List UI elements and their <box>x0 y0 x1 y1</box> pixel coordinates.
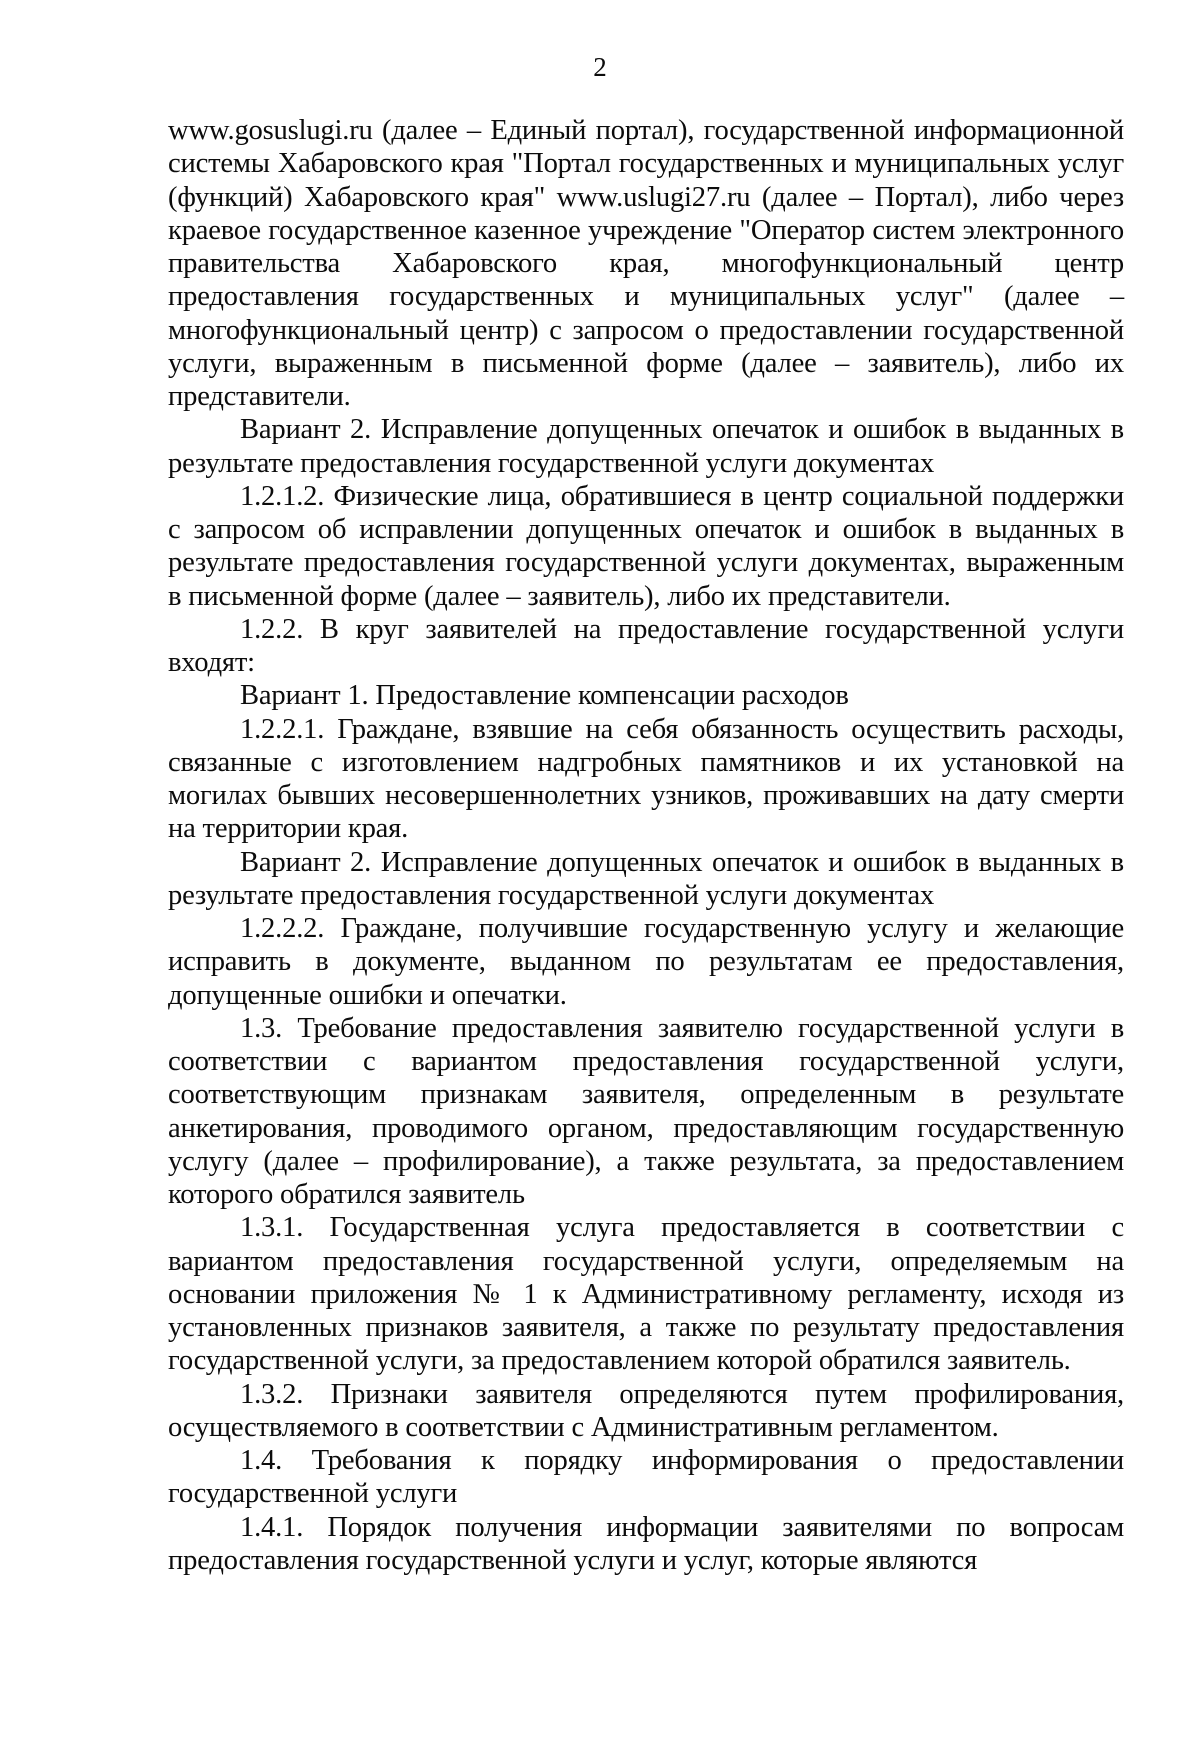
paragraph-1-4: 1.4. Требования к порядку информирования о предоставлении государственной услуги <box>168 1445 1124 1510</box>
paragraph-1-2-2-2: 1.2.2.2. Граждане, получившие государственную услугу и желающие исправить в документе, выданном по результатам ее предоставления, допущенные ошибки и опечатки. <box>168 913 1124 1011</box>
paragraph-1-3-2: 1.3.2. Признаки заявителя определяются путем профилирования, осуществляемого в соответствии с Административным регламентом. <box>168 1378 1124 1443</box>
paragraph-variant-1-heading: Вариант 1. Предоставление компенсации расходов <box>240 680 849 712</box>
paragraph-1-2-1-2: 1.2.1.2. Физические лица, обратившиеся в центр социальной поддержки с запросом об исправлении допущенных опечаток и ошибок в выданных в результате предоставления государственной услуги документах, выраженным в письменной форме (далее – заявитель), либо их представители. <box>168 480 1124 612</box>
page-number: 2 <box>593 52 607 82</box>
paragraph-variant-2-heading: Вариант 2. Исправление допущенных опечаток и ошибок в выданных в результате предоставления государственной услуги документах <box>168 414 1124 479</box>
paragraph-1-3-1: 1.3.1. Государственная услуга предоставляется в соответствии с вариантом предоставления государственной услуги, определяемым на основании приложения № 1 к Административному регламенту, исходя из установленных признаков заявителя, а также по результату предоставления государственной услуги, за предоставлением которой обратился заявитель. <box>168 1212 1124 1377</box>
paragraph-variant-2-heading-second: Вариант 2. Исправление допущенных опечаток и ошибок в выданных в результате предоставления государственной услуги документах <box>168 846 1124 911</box>
paragraph-1-4-1: 1.4.1. Порядок получения информации заявителями по вопросам предоставления государственной услуги и услуг, которые являются <box>168 1511 1124 1576</box>
paragraph-1-2-2-1: 1.2.2.1. Граждане, взявшие на себя обязанность осуществить расходы, связанные с изготовлением надгробных памятников и их установкой на могилах бывших несовершеннолетних узников, проживавших на дату смерти на территории края. <box>168 713 1124 845</box>
paragraph-1-3: 1.3. Требование предоставления заявителю государственной услуги в соответствии с вариантом предоставления государственной услуги, соответствующим признакам заявителя, определенным в результате анкетирования, проводимого органом, предоставляющим государственную услугу (далее – профилирование), а также результата, за предоставлением которого обратился заявитель <box>168 1012 1124 1210</box>
document-body <box>168 114 1124 1577</box>
paragraph-1-2-2: 1.2.2. В круг заявителей на предоставление государственной услуги входят: <box>168 613 1124 678</box>
paragraph-portal-intro: www.gosuslugi.ru (далее – Единый портал), государственной информационной системы Хабаровского края "Портал государственных и муниципальных услуг (функций) Хабаровского края" www.uslugi27.ru (далее – Портал), либо через краевое государственное казенное учреждение "Оператор систем электронного правительства Хабаровского края, многофункциональный центр предоставления государственных и муниципальных услуг" (далее – многофункциональный центр) с запросом о предоставлении государственной услуги, выраженным в письменной форме (далее – заявитель), либо их представители. <box>168 115 1125 412</box>
